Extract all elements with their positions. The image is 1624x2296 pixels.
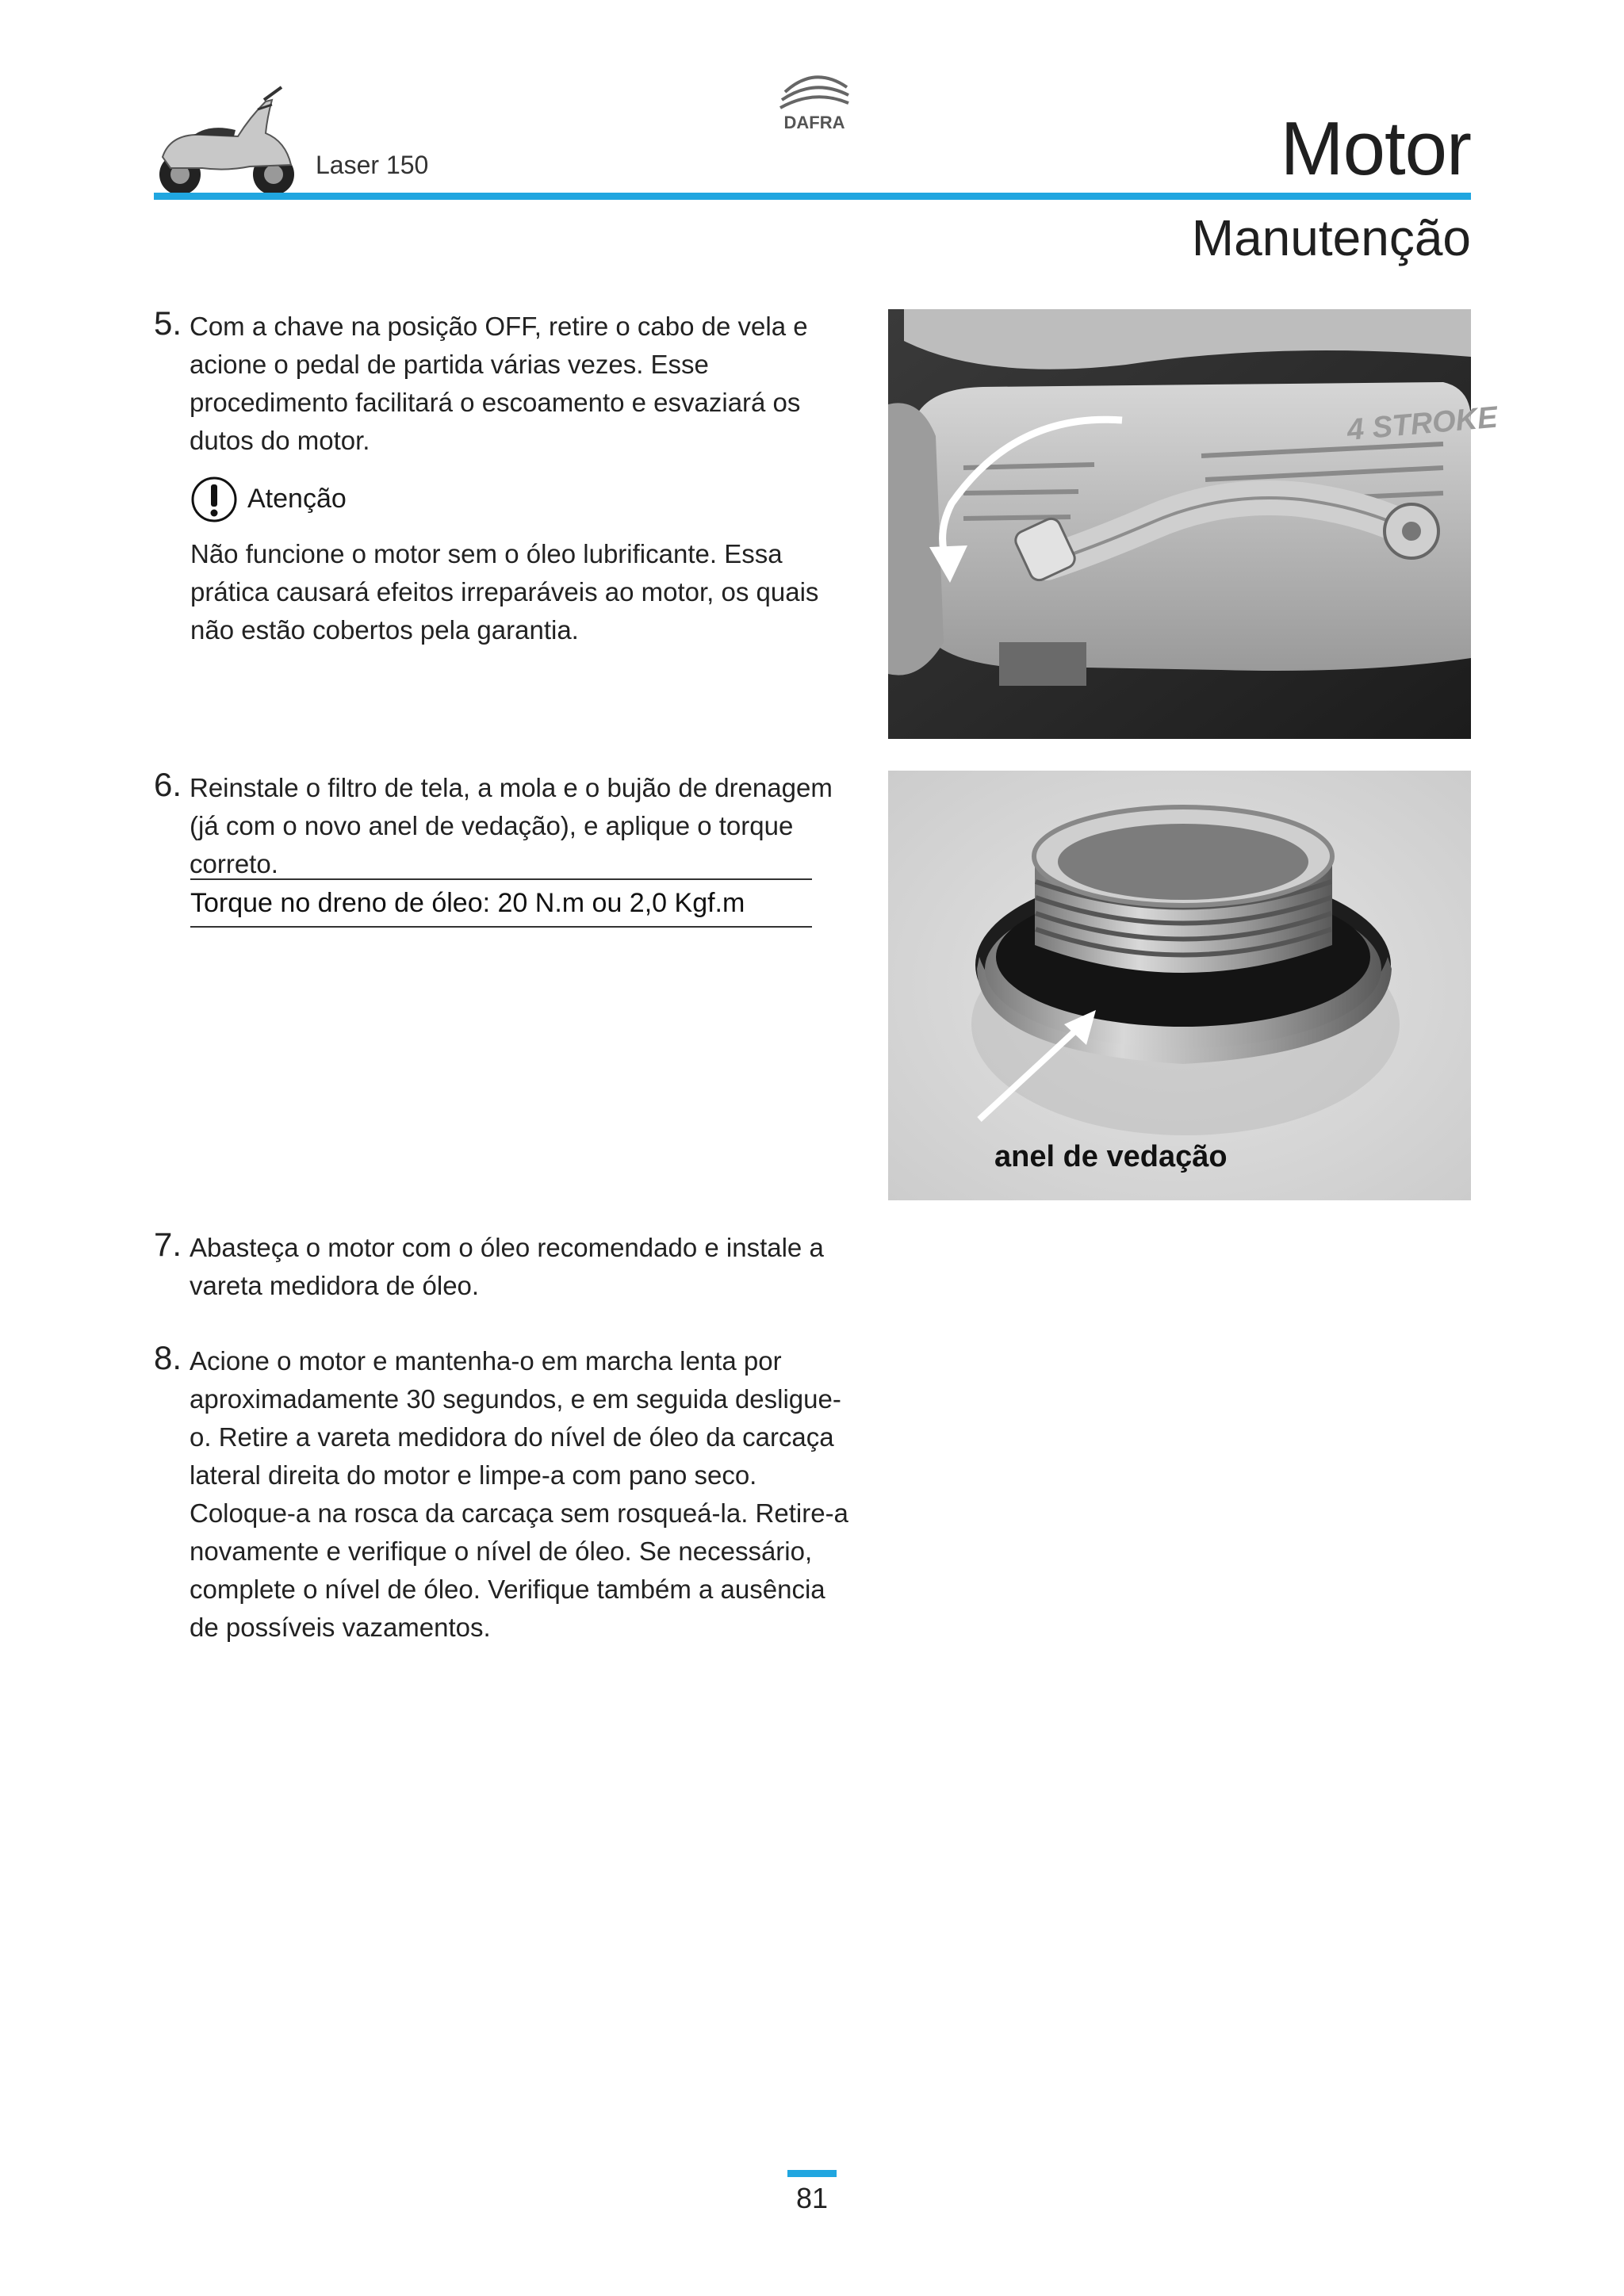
header-rule bbox=[154, 193, 1471, 200]
page-number: 81 bbox=[795, 2182, 829, 2214]
step-8 bbox=[154, 1339, 852, 1647]
svg-text:DAFRA: DAFRA bbox=[783, 113, 845, 132]
step-number: 6. bbox=[154, 766, 182, 803]
seal-caption: anel de vedação bbox=[994, 1140, 1228, 1173]
step-text: Reinstale o filtro de tela, a mola e o bujão de drenagem (já com o novo anel de vedação), e aplique o torque correto. bbox=[190, 773, 833, 878]
engine-kickstart-photo bbox=[888, 309, 1500, 739]
exclamation-icon bbox=[190, 476, 238, 523]
step-number: 7. bbox=[154, 1226, 182, 1263]
step-number: 5. bbox=[154, 304, 182, 342]
page-number-bar bbox=[787, 2170, 837, 2177]
step-text: Acione o motor e mantenha-o em marcha lenta por aproximadamente 30 segundos, e em seguida desligue-o. Retire a vareta medidora do nível de óleo da carcaça lateral direita do motor e limpe-a com pano seco. Coloque-a na rosca da carcaça sem rosqueá-la. Retire-a novamente e verifique o nível de óleo. Se necessário, complete o nível de óleo. Verifique também a ausência de possíveis vazamentos. bbox=[190, 1346, 848, 1642]
step-5 bbox=[154, 304, 836, 460]
drain-plug-photo bbox=[888, 771, 1471, 1200]
step-text: Abasteça o motor com o óleo recomendado e instale a vareta medidora de óleo. bbox=[190, 1233, 824, 1300]
section-title: Motor bbox=[1280, 106, 1471, 191]
model-name: Laser 150 bbox=[316, 151, 429, 179]
step-number: 8. bbox=[154, 1339, 182, 1376]
dafra-logo bbox=[771, 60, 858, 133]
step-7 bbox=[154, 1226, 836, 1305]
engine-stamp: 4 STROKE bbox=[1346, 400, 1500, 447]
subsection-title: Manutenção bbox=[1191, 209, 1471, 266]
step-text: Com a chave na posição OFF, retire o cabo de vela e acione o pedal de partida várias vezes. Esse procedimento facilitará o escoamento e esvaziará os dutos do motor. bbox=[190, 312, 808, 455]
step-6 bbox=[154, 766, 836, 883]
scooter-illustration bbox=[147, 86, 305, 197]
torque-note: Torque no dreno de óleo: 20 N.m ou 2,0 Kgf.m bbox=[190, 878, 812, 928]
attention-label: Atenção bbox=[247, 484, 347, 514]
attention-text: Não funcione o motor sem o óleo lubrificante. Essa prática causará efeitos irreparáveis ao motor, os quais não estão cobertos pela garantia. bbox=[190, 539, 819, 645]
